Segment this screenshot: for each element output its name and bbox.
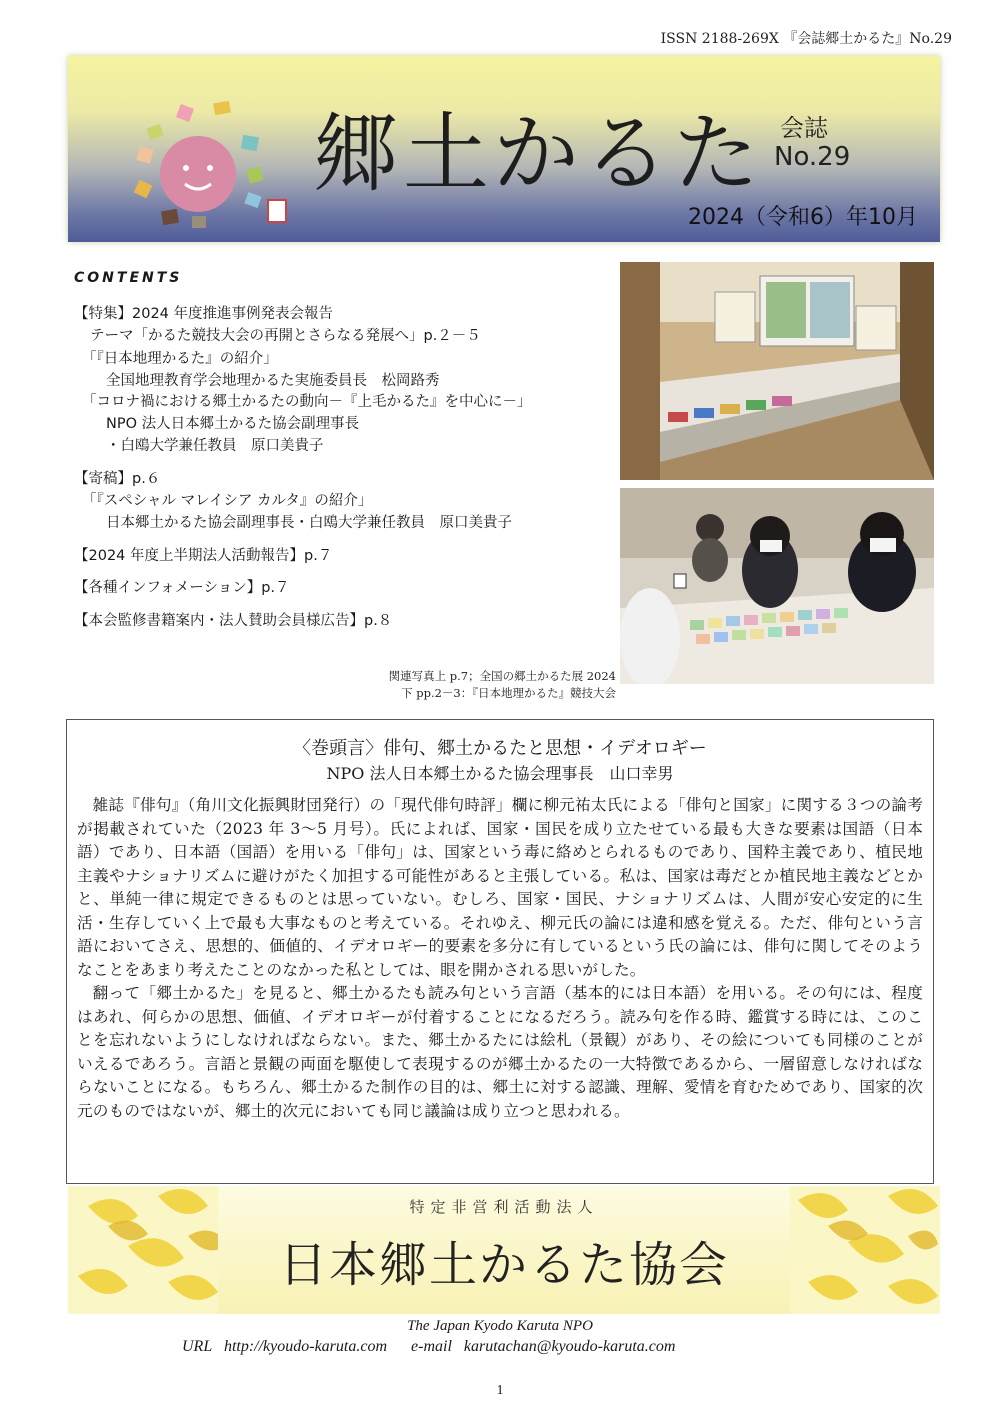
toc-line: 【本会監修書籍案内・法人賛助会員様広告】p.８	[74, 613, 393, 629]
contents-heading: CONTENTS	[74, 270, 183, 286]
editorial-paragraph: 雑誌『俳句』（角川文化振興財団発行）の「現代俳句時評」欄に柳元祐太氏による「俳句と国家」に関する３つの論考が掲載されていた（2023 年 3～5 月号）。氏によれば、国家・国民を成り立たせている最も大きな要素は国語（日本語）であり、日本語（国語）を用いる「俳句」は、国家という毒に絡めとられるものであり、国粋主義であり、植民地主義やナショナリズムに避けがたく加担する可能性があると主張している。私は、国家は毒だとか植民地主義などとかと、単純一律に規定できるものとは思っていない。むしろ、国家・国民、ナショナリズムは、人間が安心安定的に生活・生存していく上で最も大事なものと考えている。それゆえ、柳元氏の論には違和感を覚える。ただ、俳句という言語においてさえ、思想的、価値的、イデオロギー的要素を多分に有しているという氏の論には、俳句に関してそのようなことをあまり考えたことのなかった私としては、眼を開かされる思いがした。	[77, 796, 923, 979]
competition-photo	[620, 488, 934, 684]
issn-line: ISSN 2188-269X 『会誌郷土かるた』No.29	[660, 31, 952, 47]
editorial-author: NPO 法人日本郷土かるた協会理事長 山口幸男	[326, 764, 674, 783]
toc-line: 「『スペシャル マレイシア カルタ』の紹介」	[82, 493, 373, 509]
toc-line: 【2024 年度上半期法人活動報告】p.７	[74, 548, 333, 564]
editorial-body	[77, 794, 923, 1123]
toc-line: 全国地理教育学会地理かるた実施委員長 松岡路秀	[106, 373, 440, 389]
page-number: 1	[496, 1383, 504, 1398]
toc-line: 【特集】2024 年度推進事例発表会報告	[74, 306, 334, 322]
npo-type-label: 特定非営利活動法人	[409, 1198, 599, 1216]
toc-line: 【寄稿】p.６	[74, 471, 161, 487]
toc-line: ・白鴎大学兼任教員 原口美貴子	[106, 438, 324, 454]
magazine-title: 郷土かるた	[313, 104, 763, 204]
toc-line: 「コロナ禍における郷土かるたの動向－『上毛かるた』を中心に－」	[82, 394, 532, 410]
toc-line: NPO 法人日本郷土かるた協会副理事長	[106, 416, 360, 432]
photo-caption-top: 関連写真上 p.7；全国の郷土かるた展 2024	[388, 669, 616, 683]
contact-line[interactable]: URL http://kyoudo-karuta.com e-mail karutachan@kyoudo-karuta.com	[182, 1338, 676, 1355]
toc-line: 「『日本地理かるた』の紹介」	[82, 351, 278, 367]
banner-center	[218, 1186, 790, 1314]
association-name: 日本郷土かるた協会	[278, 1237, 729, 1293]
toc-line: 日本郷土かるた協会副理事長・白鴎大学兼任教員 原口美貴子	[106, 515, 512, 531]
issue-date: 2024（令和6）年10月	[688, 205, 918, 230]
editorial-paragraph: 翻って「郷土かるた」を見ると、郷土かるたも読み句という言語（基本的には日本語）を用いる。その句には、程度はあれ、何らかの思想、価値、イデオロギーが付着することになるだろう。読み句を作る時、鑑賞する時には、このことを忘れないようにしなければならない。また、郷土かるたには絵札（景観）があり、その絵についても同様のことがいえるであろう。言語と景観の両面を駆使して表現するのが郷土かるたの一大特徴であるから、一層留意しなければならないことになる。もちろん、郷土かるた制作の目的は、郷土に対する認識、理解、愛情を育むためであり、国家的次元のものではないが、郷土的次元においても同じ議論は成り立つと思われる。	[77, 984, 923, 1120]
photo-caption-bottom: 下 pp.2－3：『日本地理かるた』競技大会	[401, 686, 616, 700]
english-name: The Japan Kyodo Karuta NPO	[407, 1318, 593, 1334]
toc-line: 【各種インフォメーション】p.７	[74, 580, 290, 596]
exhibition-photo	[620, 262, 934, 480]
kaishi-label: 会誌	[780, 114, 828, 142]
editorial-box	[66, 719, 934, 1184]
header-banner	[68, 56, 940, 242]
toc-line: テーマ「かるた競技大会の再開とさらなる発展へ」p.２－５	[90, 328, 481, 344]
issue-number: No.29	[774, 142, 851, 172]
association-banner	[68, 1186, 940, 1314]
karuta-logo-icon	[130, 96, 290, 236]
editorial-title: 〈巻頭言〉俳句、郷土かるたと思想・イデオロギー	[293, 738, 707, 759]
